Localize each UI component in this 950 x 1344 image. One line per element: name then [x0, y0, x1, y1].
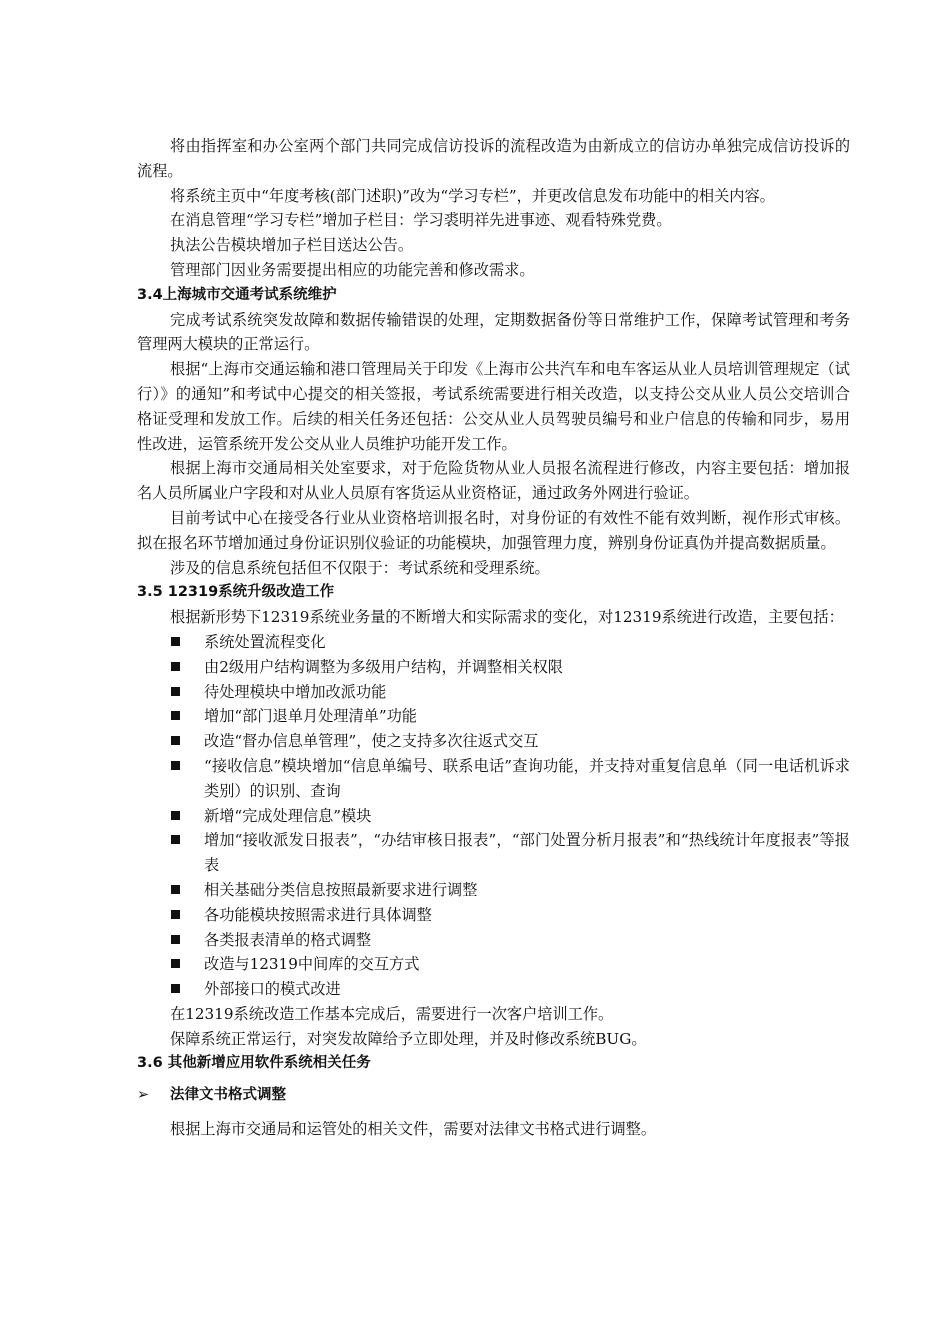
- list-item: [137, 952, 850, 977]
- list-item: [137, 655, 850, 680]
- square-bullet-icon: [171, 935, 180, 944]
- paragraph: 完成考试系统突发故障和数据传输错误的处理，定期数据备份等日常维护工作，保障考试管理和考务管理两大模块的正常运行。: [137, 310, 850, 354]
- list-item-text: 待处理模块中增加改派功能: [204, 682, 387, 701]
- list-item-text: 增加“部门退单月处理清单”功能: [204, 707, 417, 726]
- square-bullet-icon: [171, 687, 180, 696]
- square-bullet-icon: [171, 637, 180, 646]
- section-heading-3-4: 3.4上海城市交通考试系统维护: [137, 286, 337, 303]
- square-bullet-icon: [171, 662, 180, 671]
- square-bullet-icon: [171, 984, 180, 993]
- list-item: [137, 928, 850, 953]
- list-item: [137, 977, 850, 1002]
- list-item-text: 增加“接收派发日报表”，“办结审核日报表”，“部门处置分析月报表”和“热线统计年度报表”等报表: [204, 831, 850, 875]
- list-item: [137, 804, 850, 829]
- subsection-heading: [137, 1083, 850, 1108]
- list-item: [137, 729, 850, 754]
- paragraph: 将由指挥室和办公室两个部门共同完成信访投诉的流程改造为由新成立的信访办单独完成信访投诉的流程。: [137, 137, 850, 180]
- paragraph: 目前考试中心在接受各行业从业资格培训报名时，对身份证的有效性不能有效判断，视作形式审核。拟在报名环节增加通过身份证识别仪验证的功能模块，加强管理力度，辨别身份证真伪并提高数据质量。: [137, 508, 850, 552]
- section-heading-3-5: 3.5 12319系统升级改造工作: [137, 584, 335, 601]
- square-bullet-icon: [171, 761, 180, 770]
- list-item-text: 外部接口的模式改进: [204, 980, 341, 999]
- paragraph: 管理部门因业务需要提出相应的功能完善和修改需求。: [170, 260, 535, 279]
- paragraph: 保障系统正常运行，对突发故障给予立即处理，并及时修改系统BUG。: [170, 1029, 647, 1048]
- list-item-text: 各功能模块按照需求进行具体调整: [204, 905, 432, 924]
- paragraph: 执法公告模块增加子栏目送达公告。: [170, 236, 413, 255]
- list-item-text: 相关基础分类信息按照最新要求进行调整: [204, 880, 478, 899]
- paragraph: 根据新形势下12319系统业务量的不断增大和实际需求的变化，对12319系统进行改造，主要包括：: [170, 608, 844, 627]
- list-item-text: 新增“完成处理信息”模块: [204, 806, 372, 825]
- list-item: [137, 704, 850, 729]
- list-item-text: 系统处置流程变化: [204, 632, 326, 651]
- square-bullet-icon: [171, 959, 180, 968]
- list-item: [137, 754, 850, 804]
- section-heading-3-6: 3.6 其他新增应用软件系统相关任务: [137, 1055, 371, 1072]
- document-body: [137, 134, 850, 1142]
- list-item: [137, 680, 850, 705]
- list-item-text: 由2级用户结构调整为多级用户结构，并调整相关权限: [204, 657, 563, 676]
- paragraph: 根据上海市交通局相关处室要求，对于危险货物从业人员报名流程进行修改，内容主要包括：增加报名人员所属业户字段和对从业人员原有客货运从业资格证，通过政务外网进行验证。: [137, 459, 850, 503]
- square-bullet-icon: [171, 711, 180, 720]
- paragraph: 在消息管理“学习专栏”增加子栏目：学习裘明祥先进事迹、观看特殊党费。: [170, 211, 672, 230]
- list-item: [137, 878, 850, 903]
- list-item: [137, 903, 850, 928]
- paragraph: 根据“上海市交通运输和港口管理局关于印发《上海市公共汽车和电车客运从业人员培训管理规定（试行）》的通知”和考试中心提交的相关签报，考试系统需要进行相关改造，以支持公交从业人员公交培训合格证受理和发放工作。后续的相关任务还包括：公交从业人员驾驶员编号和业户信息的传输和同步，易用性改进，运管系统开发公交从业人员维护功能开发工作。: [137, 360, 850, 453]
- list-item: [137, 630, 850, 655]
- paragraph: 根据上海市交通局和运管处的相关文件，需要对法律文书格式进行调整。: [170, 1120, 656, 1139]
- arrow-bullet-icon: ➢: [137, 1087, 150, 1104]
- square-bullet-icon: [171, 885, 180, 894]
- subsection-heading-text: 法律文书格式调整: [170, 1087, 286, 1104]
- square-bullet-icon: [171, 910, 180, 919]
- paragraph: 将系统主页中“年度考核(部门述职)”改为“学习专栏”，并更改信息发布功能中的相关内容。: [170, 186, 775, 205]
- list-item-text: 改造“督办信息单管理”，使之支持多次往返式交互: [204, 732, 539, 751]
- paragraph: 涉及的信息系统包括但不仅限于：考试系统和受理系统。: [170, 558, 550, 577]
- list-item-text: 改造与12319中间库的交互方式: [204, 955, 420, 974]
- square-bullet-icon: [171, 736, 180, 745]
- list-item: [137, 828, 850, 878]
- list-item-text: 各类报表清单的格式调整: [204, 930, 372, 949]
- list-item-text: “接收信息”模块增加“信息单编号、联系电话”查询功能，并支持对重复信息单（同一电话机诉求类别）的识别、查询: [204, 756, 850, 800]
- square-bullet-icon: [171, 811, 180, 820]
- paragraph: 在12319系统改造工作基本完成后，需要进行一次客户培训工作。: [170, 1004, 614, 1023]
- square-bullet-icon: [171, 835, 180, 844]
- bullet-list: [137, 630, 850, 1002]
